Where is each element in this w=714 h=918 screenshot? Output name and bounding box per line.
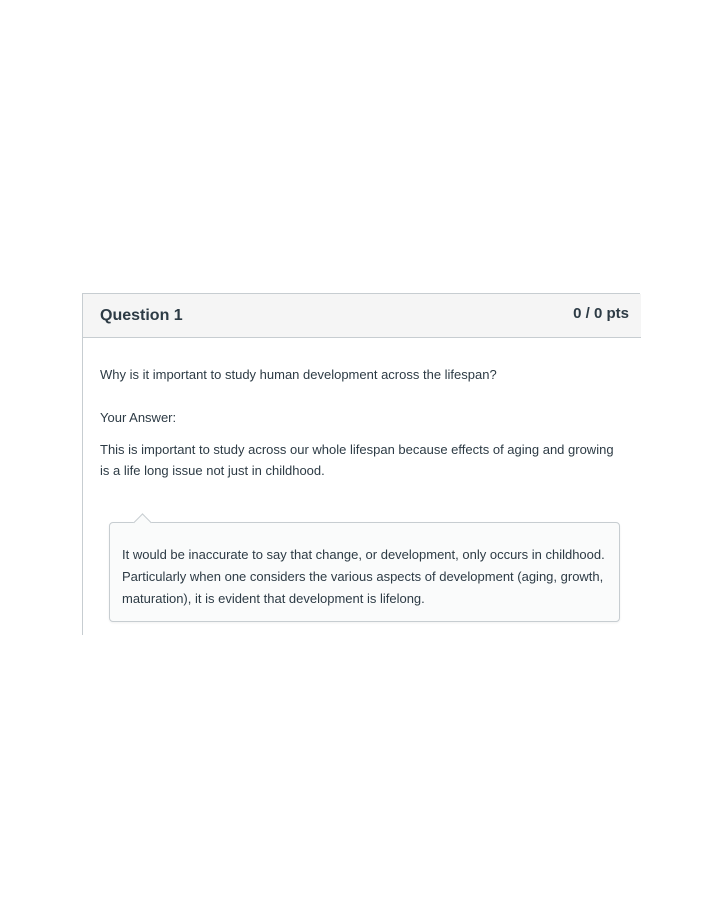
question-title: Question 1 [100,307,183,324]
question-text: Why is it important to study human development across the lifespan? [100,367,497,382]
question-header [83,294,641,338]
feedback-comment-text: It would be inaccurate to say that change, or development, only occurs in childhood. Particularly when one considers the various aspects of development (aging, growth, maturation), it is evident that development is lifelong. [122,547,605,606]
question-points: 0 / 0 pts [573,305,629,322]
question-card [82,293,640,635]
feedback-comment [109,522,620,622]
comment-pointer [133,513,151,531]
answer-text: This is important to study across our whole lifespan because effects of aging and growing is a life long issue not just in childhood. [100,442,614,478]
your-answer-label: Your Answer: [100,410,177,425]
